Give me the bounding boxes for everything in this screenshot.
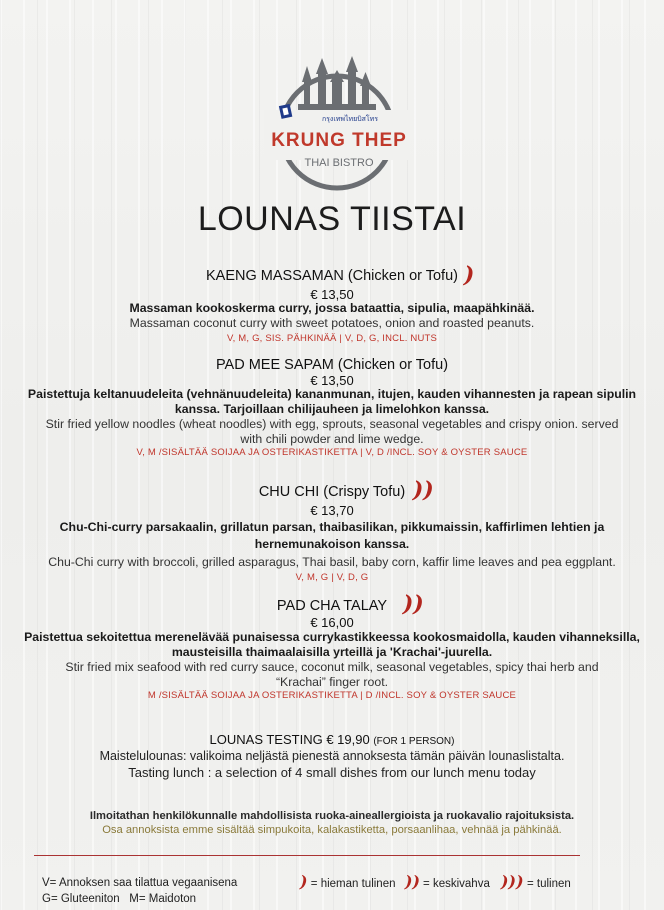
dish-1-name-row	[0, 262, 664, 288]
dish-2-desc-en-2: with chili powder and lime wedge.	[240, 432, 424, 446]
dish-3-price: € 13,70	[310, 503, 354, 518]
dish-2-tags: V, M /SISÄLTÄÄ SOIJAA JA OSTERIKASTIKETTA | V, D /INCL. SOY & OYSTER SAUCE	[136, 447, 528, 458]
testing-desc-en: Tasting lunch : a selection of 4 small dishes from our lunch menu today	[128, 765, 536, 780]
chili-icon: )))	[499, 872, 526, 891]
dish-4-name: PAD CHA TALAY	[276, 598, 388, 614]
dish-4-tags: M /SISÄLTÄÄ SOIJAA JA OSTERIKASTIKETTA | D /INCL. SOY & OYSTER SAUCE	[147, 690, 517, 701]
chili-icon: )	[461, 262, 478, 288]
chili-icon: ))	[402, 872, 422, 891]
dish-3-desc-fi-1: Chu-Chi-curry parsakaalin, grillatun parsan, thaibasilikan, pikkumaissin, kaffirlimen lehtien ja	[59, 520, 605, 534]
dish-1-desc-fi: Massaman kookoskerma curry, jossa bataattia, sipulia, maapähkinää.	[129, 301, 535, 315]
chili-icon: )	[297, 872, 310, 891]
dish-3-desc-en: Chu-Chi curry with broccoli, grilled asparagus, Thai basil, baby corn, kaffir lime leaves and pea eggplant.	[48, 555, 616, 569]
chili-icon: ))	[400, 591, 427, 617]
testing-row	[0, 732, 664, 747]
dish-1-name: KAENG MASSAMAN (Chicken or Tofu)	[206, 268, 458, 284]
logo-thai-text: กรุงเทพไทยบิสโทร	[321, 115, 379, 123]
dish-3-name: CHU CHI (Crispy Tofu)	[258, 484, 406, 500]
dish-4-name-row	[0, 591, 664, 617]
testing-label: LOUNAS TESTING	[209, 732, 323, 747]
ingredients-notice: Osa annoksista emme sisältää simpukoita, kalakastiketta, porsaanlihaa, vehnää ja pähkinää.	[102, 824, 562, 836]
dish-1-desc-en: Massaman coconut curry with sweet potatoes, onion and roasted peanuts.	[129, 316, 535, 330]
legend-milk: M= Maidoton	[129, 893, 197, 905]
dish-3-desc-fi-2: hernemunakoison kanssa.	[254, 537, 410, 551]
menu-title: LOUNAS TIISTAI	[197, 200, 467, 238]
logo-sub-name: THAI BISTRO	[304, 157, 374, 169]
testing-price: € 19,90	[326, 732, 370, 747]
testing-desc-fi: Maistelulounas: valikoima neljästä pienestä annoksesta tämän päivän lounaslistalta.	[99, 749, 565, 763]
dish-2-desc-fi-2: kanssa. Tarjoillaan chilijauheen ja limelohkon kanssa.	[174, 402, 490, 416]
chili-icon: ))	[410, 477, 437, 503]
dish-3-tags: V, M, G | V, D, G	[295, 572, 369, 583]
dish-4-desc-en-2: “Krachai” finger root.	[275, 675, 389, 689]
allergy-notice: Ilmoitathan henkilökunnalle mahdollisista ruoka-aineallergioista ja ruokavalio rajoituksista.	[89, 810, 575, 822]
logo-brand-name: KRUNG THEP	[271, 130, 407, 151]
dish-3-name-row	[0, 477, 664, 503]
dish-1-tags: V, M, G, SIS. PÄHKINÄÄ | V, D, G, INCL. NUTS	[226, 333, 438, 344]
dish-2-desc-fi-1: Paistettuja keltanuudeleita (vehnänuudeleita) kananmunan, itujen, kauden vihannesten ja rapean sipulin	[27, 387, 637, 401]
dish-2-price: € 13,50	[310, 373, 354, 388]
krung-thep-logo	[262, 52, 412, 202]
legend-vegan: V= Annoksen saa tilattua vegaanisena	[42, 877, 238, 889]
dish-4-desc-en-1: Stir fried mix seafood with red curry sauce, coconut milk, seasonal vegetables, spicy thai herb and	[65, 660, 599, 674]
legend-medium: = keskivahva	[423, 878, 490, 890]
dish-4-desc-fi-1: Paistettua sekoitettua merenelävää punaisessa currykastikkeessa kookosmaidolla, kauden vihanneksilla,	[24, 630, 640, 644]
dish-1-price: € 13,50	[310, 287, 354, 302]
dish-4-desc-fi-2: mausteisilla thaimaalaisilla yrteillä ja 'Krachai'-juurella.	[171, 645, 493, 659]
legend-gluten-milk	[42, 893, 196, 905]
dish-4-price: € 16,00	[310, 615, 354, 630]
dish-2-desc-en-1: Stir fried yellow noodles (wheat noodles) with egg, sprouts, seasonal vegetables and crispy onion. served	[45, 417, 619, 431]
legend-mild: = hieman tulinen	[310, 878, 396, 890]
divider	[34, 855, 580, 856]
dish-2-name: PAD MEE SAPAM (Chicken or Tofu)	[215, 357, 449, 373]
testing-note: (FOR 1 PERSON)	[373, 736, 455, 747]
legend-spice-row	[297, 872, 571, 891]
legend-gluten: G= Gluteeniton	[42, 893, 120, 905]
legend-hot: = tulinen	[526, 878, 571, 890]
